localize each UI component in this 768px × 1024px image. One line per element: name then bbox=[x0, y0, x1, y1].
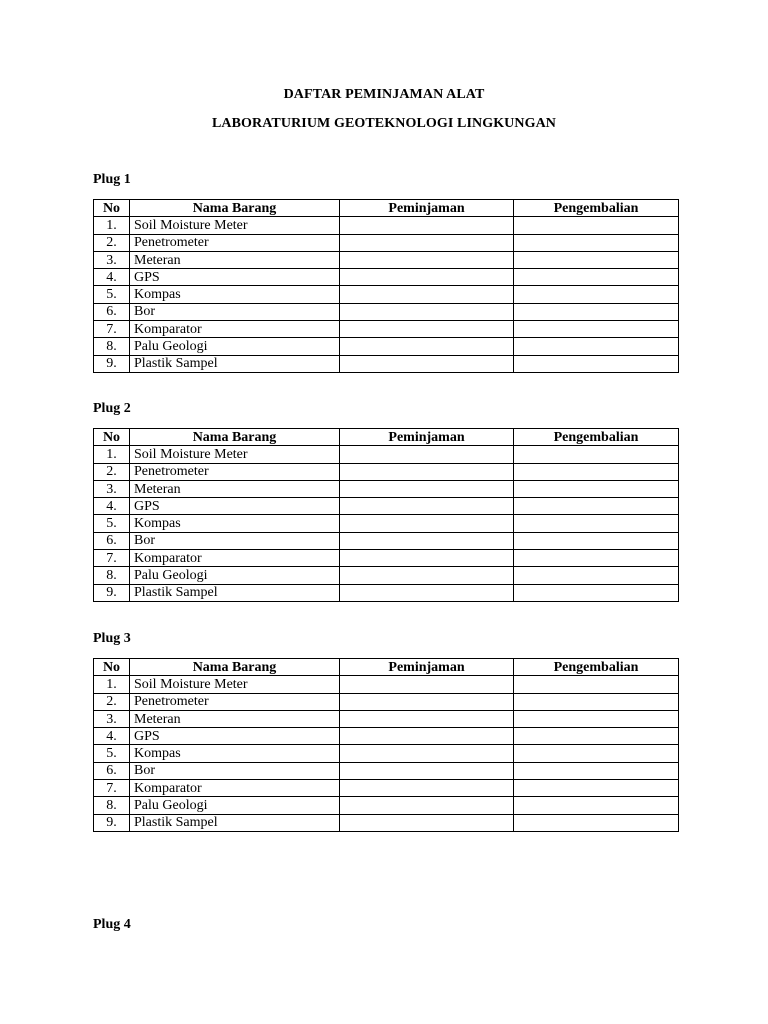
return-cell bbox=[514, 303, 679, 320]
return-cell bbox=[514, 550, 679, 567]
table-row bbox=[94, 321, 679, 338]
item-name-cell: Palu Geologi bbox=[130, 338, 340, 355]
borrow-cell bbox=[340, 532, 514, 549]
table-row bbox=[94, 251, 679, 268]
table-row bbox=[94, 584, 679, 601]
row-number-cell: 6. bbox=[94, 303, 130, 320]
table-row bbox=[94, 480, 679, 497]
return-cell bbox=[514, 515, 679, 532]
table-row bbox=[94, 303, 679, 320]
header-no: No bbox=[94, 659, 130, 676]
table-header-row bbox=[94, 200, 679, 217]
borrow-cell bbox=[340, 728, 514, 745]
borrow-cell bbox=[340, 693, 514, 710]
table-row bbox=[94, 745, 679, 762]
return-cell bbox=[514, 321, 679, 338]
table-row bbox=[94, 780, 679, 797]
item-name-cell: Penetrometer bbox=[130, 234, 340, 251]
row-number-cell: 1. bbox=[94, 217, 130, 234]
item-name-cell: Meteran bbox=[130, 480, 340, 497]
borrow-cell bbox=[340, 463, 514, 480]
return-cell bbox=[514, 710, 679, 727]
item-name-cell: Palu Geologi bbox=[130, 797, 340, 814]
header-no: No bbox=[94, 429, 130, 446]
table-row bbox=[94, 710, 679, 727]
header-return: Pengembalian bbox=[514, 659, 679, 676]
table-row bbox=[94, 693, 679, 710]
return-cell bbox=[514, 780, 679, 797]
row-number-cell: 9. bbox=[94, 584, 130, 601]
table-row bbox=[94, 797, 679, 814]
borrow-cell bbox=[340, 584, 514, 601]
return-cell bbox=[514, 338, 679, 355]
item-name-cell: Bor bbox=[130, 303, 340, 320]
borrow-cell bbox=[340, 814, 514, 831]
row-number-cell: 4. bbox=[94, 498, 130, 515]
row-number-cell: 7. bbox=[94, 780, 130, 797]
row-number-cell: 5. bbox=[94, 515, 130, 532]
header-return: Pengembalian bbox=[514, 200, 679, 217]
row-number-cell: 3. bbox=[94, 710, 130, 727]
header-no: No bbox=[94, 200, 130, 217]
item-name-cell: Komparator bbox=[130, 321, 340, 338]
borrow-cell bbox=[340, 355, 514, 372]
table-header-row bbox=[94, 429, 679, 446]
row-number-cell: 7. bbox=[94, 550, 130, 567]
row-number-cell: 4. bbox=[94, 269, 130, 286]
return-cell bbox=[514, 676, 679, 693]
item-name-cell: Soil Moisture Meter bbox=[130, 446, 340, 463]
row-number-cell: 6. bbox=[94, 762, 130, 779]
table-row bbox=[94, 217, 679, 234]
row-number-cell: 3. bbox=[94, 480, 130, 497]
return-cell bbox=[514, 693, 679, 710]
row-number-cell: 7. bbox=[94, 321, 130, 338]
return-cell bbox=[514, 498, 679, 515]
item-name-cell: Plastik Sampel bbox=[130, 584, 340, 601]
table-row bbox=[94, 515, 679, 532]
section-label-plug-4: Plug 4 bbox=[93, 917, 131, 932]
item-name-cell: Plastik Sampel bbox=[130, 814, 340, 831]
table-row bbox=[94, 550, 679, 567]
return-cell bbox=[514, 728, 679, 745]
borrow-cell bbox=[340, 762, 514, 779]
header-borrow: Peminjaman bbox=[340, 200, 514, 217]
row-number-cell: 9. bbox=[94, 355, 130, 372]
item-name-cell: Soil Moisture Meter bbox=[130, 676, 340, 693]
borrow-cell bbox=[340, 303, 514, 320]
item-name-cell: Penetrometer bbox=[130, 693, 340, 710]
row-number-cell: 5. bbox=[94, 286, 130, 303]
table-row bbox=[94, 355, 679, 372]
table-row bbox=[94, 446, 679, 463]
return-cell bbox=[514, 797, 679, 814]
borrow-cell bbox=[340, 676, 514, 693]
table-row bbox=[94, 338, 679, 355]
item-name-cell: Palu Geologi bbox=[130, 567, 340, 584]
table-header-row bbox=[94, 659, 679, 676]
borrow-cell bbox=[340, 780, 514, 797]
row-number-cell: 2. bbox=[94, 463, 130, 480]
row-number-cell: 8. bbox=[94, 567, 130, 584]
return-cell bbox=[514, 532, 679, 549]
item-name-cell: GPS bbox=[130, 728, 340, 745]
return-cell bbox=[514, 269, 679, 286]
equipment-table-plug-1 bbox=[93, 199, 679, 373]
return-cell bbox=[514, 251, 679, 268]
borrow-cell bbox=[340, 251, 514, 268]
return-cell bbox=[514, 234, 679, 251]
table-row bbox=[94, 676, 679, 693]
borrow-cell bbox=[340, 217, 514, 234]
row-number-cell: 3. bbox=[94, 251, 130, 268]
item-name-cell: Meteran bbox=[130, 710, 340, 727]
return-cell bbox=[514, 814, 679, 831]
return-cell bbox=[514, 584, 679, 601]
item-name-cell: Komparator bbox=[130, 550, 340, 567]
header-item-name: Nama Barang bbox=[130, 429, 340, 446]
borrow-cell bbox=[340, 321, 514, 338]
item-name-cell: Komparator bbox=[130, 780, 340, 797]
item-name-cell: Soil Moisture Meter bbox=[130, 217, 340, 234]
section-label-plug-2: Plug 2 bbox=[93, 401, 131, 416]
section-label-plug-1: Plug 1 bbox=[93, 172, 131, 187]
return-cell bbox=[514, 567, 679, 584]
borrow-cell bbox=[340, 567, 514, 584]
equipment-table-plug-2 bbox=[93, 428, 679, 602]
row-number-cell: 2. bbox=[94, 234, 130, 251]
item-name-cell: Plastik Sampel bbox=[130, 355, 340, 372]
return-cell bbox=[514, 463, 679, 480]
item-name-cell: Penetrometer bbox=[130, 463, 340, 480]
header-borrow: Peminjaman bbox=[340, 429, 514, 446]
item-name-cell: GPS bbox=[130, 269, 340, 286]
table-row bbox=[94, 728, 679, 745]
borrow-cell bbox=[340, 234, 514, 251]
row-number-cell: 9. bbox=[94, 814, 130, 831]
row-number-cell: 4. bbox=[94, 728, 130, 745]
borrow-cell bbox=[340, 550, 514, 567]
return-cell bbox=[514, 286, 679, 303]
table-row bbox=[94, 269, 679, 286]
section-label-plug-3: Plug 3 bbox=[93, 631, 131, 646]
table-row bbox=[94, 532, 679, 549]
row-number-cell: 5. bbox=[94, 745, 130, 762]
return-cell bbox=[514, 446, 679, 463]
item-name-cell: GPS bbox=[130, 498, 340, 515]
table-row bbox=[94, 498, 679, 515]
row-number-cell: 1. bbox=[94, 676, 130, 693]
borrow-cell bbox=[340, 446, 514, 463]
header-item-name: Nama Barang bbox=[130, 200, 340, 217]
item-name-cell: Kompas bbox=[130, 515, 340, 532]
item-name-cell: Meteran bbox=[130, 251, 340, 268]
table-row bbox=[94, 762, 679, 779]
table-row bbox=[94, 286, 679, 303]
borrow-cell bbox=[340, 498, 514, 515]
borrow-cell bbox=[340, 797, 514, 814]
return-cell bbox=[514, 745, 679, 762]
borrow-cell bbox=[340, 480, 514, 497]
row-number-cell: 2. bbox=[94, 693, 130, 710]
return-cell bbox=[514, 762, 679, 779]
borrow-cell bbox=[340, 269, 514, 286]
borrow-cell bbox=[340, 338, 514, 355]
row-number-cell: 8. bbox=[94, 338, 130, 355]
table-row bbox=[94, 814, 679, 831]
item-name-cell: Kompas bbox=[130, 745, 340, 762]
item-name-cell: Kompas bbox=[130, 286, 340, 303]
borrow-cell bbox=[340, 286, 514, 303]
header-item-name: Nama Barang bbox=[130, 659, 340, 676]
return-cell bbox=[514, 217, 679, 234]
table-row bbox=[94, 463, 679, 480]
borrow-cell bbox=[340, 710, 514, 727]
equipment-table-plug-3 bbox=[93, 658, 679, 832]
row-number-cell: 6. bbox=[94, 532, 130, 549]
row-number-cell: 1. bbox=[94, 446, 130, 463]
item-name-cell: Bor bbox=[130, 532, 340, 549]
return-cell bbox=[514, 480, 679, 497]
header-return: Pengembalian bbox=[514, 429, 679, 446]
borrow-cell bbox=[340, 745, 514, 762]
document-title: DAFTAR PEMINJAMAN ALAT bbox=[283, 87, 485, 102]
row-number-cell: 8. bbox=[94, 797, 130, 814]
return-cell bbox=[514, 355, 679, 372]
table-row bbox=[94, 567, 679, 584]
item-name-cell: Bor bbox=[130, 762, 340, 779]
borrow-cell bbox=[340, 515, 514, 532]
header-borrow: Peminjaman bbox=[340, 659, 514, 676]
document-subtitle: LABORATURIUM GEOTEKNOLOGI LINGKUNGAN bbox=[211, 116, 557, 131]
table-row bbox=[94, 234, 679, 251]
